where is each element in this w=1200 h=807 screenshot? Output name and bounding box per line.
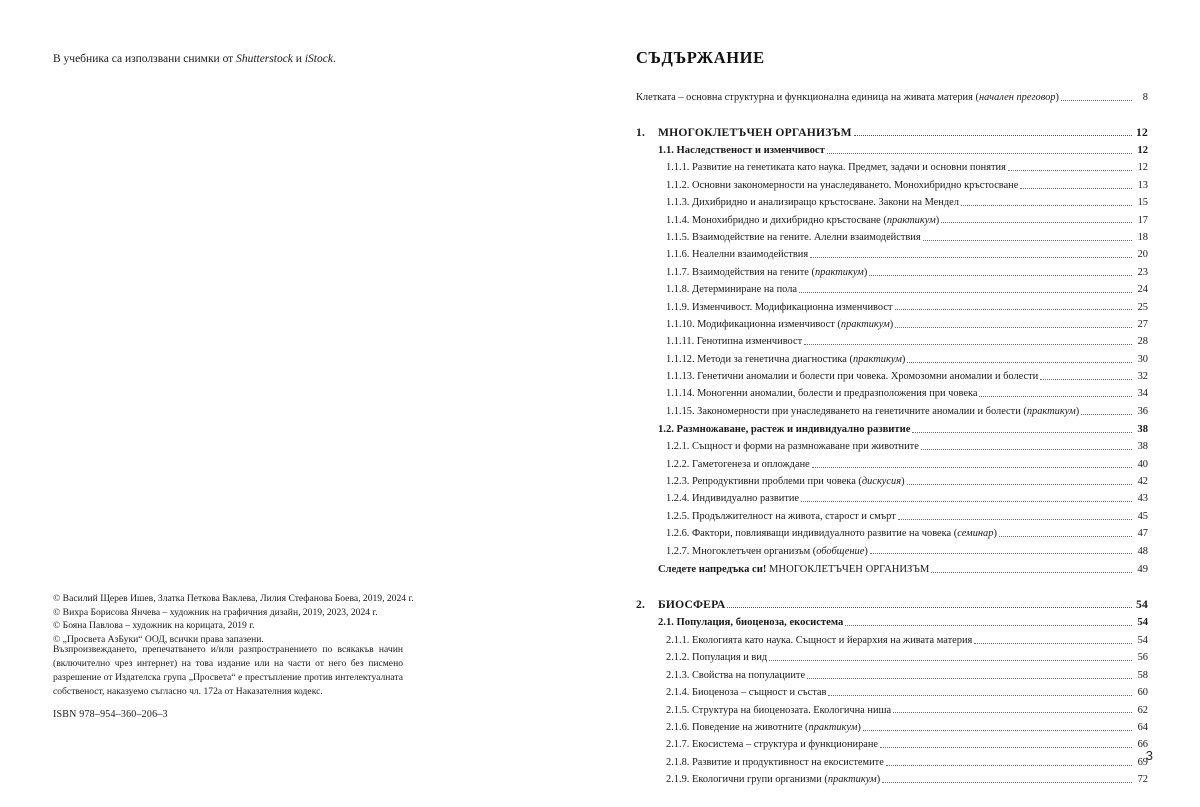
toc-entry-text-tail: ) <box>863 266 868 278</box>
toc-entry-text: 1.1.9. Изменчивост. Модификационна изменчивост <box>666 301 893 313</box>
toc-entry-label <box>666 250 808 260</box>
table-of-contents-list <box>636 86 1148 786</box>
toc-entry-label <box>666 389 977 399</box>
toc-entry-page-number: 60 <box>1137 687 1148 699</box>
toc-entry-text-tail: ) <box>864 545 868 557</box>
toc-leader-dots <box>854 134 1132 136</box>
toc-entry-page-number: 8 <box>1142 91 1148 103</box>
toc-entry-text: 2.1.1. Екологията като наука. Същност и йерархия на живата материя <box>666 634 973 646</box>
toc-entry-page-number: 64 <box>1137 721 1148 733</box>
toc-entry-item[interactable] <box>636 716 1148 733</box>
toc-entry-page-number: 15 <box>1137 197 1148 209</box>
toc-leader-dots <box>882 781 1132 783</box>
toc-entry-page-number: 66 <box>1137 739 1148 751</box>
toc-entry-annotation: практикум <box>840 318 890 330</box>
toc-entry-text: 2.1.9. Екологични групи организми ( <box>666 774 828 786</box>
toc-entry-item[interactable] <box>636 226 1148 243</box>
toc-entry-item[interactable] <box>636 470 1148 487</box>
toc-entry-text: 1.1.3. Дихибридно и анализиращо кръстосване. Закони на Мендел <box>666 197 959 209</box>
toc-entry-page-number: 58 <box>1137 669 1148 681</box>
toc-entry-item[interactable] <box>636 751 1148 768</box>
toc-entry-label <box>666 198 959 208</box>
toc-entry-label <box>666 163 1006 173</box>
copyright-line: © Василий Щерев Ишев, Златка Петкова Ваклева, Лилия Стефанова Боева, 2019, 2024 г. <box>53 593 414 604</box>
toc-entry-text-tail: ) <box>857 721 861 733</box>
toc-entry-item[interactable] <box>636 733 1148 750</box>
toc-entry-item[interactable] <box>636 629 1148 646</box>
toc-entry-item[interactable] <box>636 330 1148 347</box>
toc-entry-lead: Следете напредъка си! <box>658 564 767 576</box>
toc-leader-dots <box>769 659 1132 661</box>
toc-entry-text: 1.1.4. Монохибридно и дихибридно кръстосване ( <box>666 214 887 226</box>
toc-entry-page-number: 42 <box>1137 476 1148 488</box>
toc-entry-label <box>636 93 1059 103</box>
toc-entry-label <box>666 706 891 716</box>
toc-entry-page-number: 43 <box>1137 493 1148 505</box>
toc-entry-text: 2.1.6. Поведение на животните ( <box>666 721 809 733</box>
toc-leader-dots <box>895 326 1132 328</box>
toc-entry-page-number: 54 <box>1136 598 1148 612</box>
toc-entry-label <box>666 636 972 646</box>
toc-entry-page-number: 12 <box>1136 125 1148 139</box>
toc-entry-page-number: 48 <box>1137 545 1148 557</box>
toc-leader-dots <box>895 308 1133 310</box>
toc-leader-dots <box>801 500 1132 502</box>
toc-leader-dots <box>845 624 1132 626</box>
toc-leader-dots <box>907 483 1132 485</box>
toc-entry-label <box>636 599 725 611</box>
toc-entry-page-number: 54 <box>1137 617 1148 629</box>
photo-credit-suffix: . <box>332 53 336 65</box>
toc-entry-annotation: начален преговор <box>978 91 1056 103</box>
toc-entry-page-number: 24 <box>1137 284 1148 296</box>
toc-leader-dots <box>827 152 1132 154</box>
toc-entry-followup[interactable] <box>636 557 1148 576</box>
toc-leader-dots <box>923 239 1132 241</box>
toc-entry-page-number: 34 <box>1137 388 1148 400</box>
toc-entry-intro[interactable] <box>636 86 1148 103</box>
toc-entry-label <box>666 529 997 539</box>
toc-entry-text: 1.1.13. Генетични аномалии и болести при човека. Хромозомни аномалии и болести <box>666 371 1039 383</box>
toc-leader-dots <box>941 221 1132 223</box>
toc-entry-label <box>666 512 896 522</box>
toc-entry-text: МНОГОКЛЕТЪЧЕН ОРГАНИЗЪМ <box>658 125 852 139</box>
toc-entry-page-number: 49 <box>1137 564 1148 576</box>
toc-entry-page-number: 38 <box>1137 441 1148 453</box>
toc-leader-dots <box>807 677 1132 679</box>
toc-entry-number: 1. <box>636 125 646 139</box>
toc-entry-item[interactable] <box>636 487 1148 504</box>
toc-leader-dots <box>974 642 1132 644</box>
toc-entry-label <box>666 233 921 243</box>
toc-entry-text-tail: ) <box>935 214 940 226</box>
toc-entry-label <box>666 688 826 698</box>
toc-leader-dots <box>886 764 1132 766</box>
toc-entry-text: 2.1.8. Развитие и продуктивност на екосистемите <box>666 756 884 768</box>
toc-entry-label <box>658 565 929 576</box>
toc-leader-dots <box>912 431 1132 433</box>
toc-entry-page-number: 72 <box>1137 774 1148 786</box>
toc-entry-annotation: практикум <box>886 214 936 226</box>
toc-entry-label <box>666 723 861 733</box>
toc-entry-item[interactable] <box>636 681 1148 698</box>
right-page <box>600 0 1200 807</box>
toc-entry-annotation: практикум <box>852 353 902 365</box>
photo-credit-conjunction: и <box>292 53 305 65</box>
toc-entry-label <box>666 268 867 278</box>
toc-entry-item[interactable] <box>636 278 1148 295</box>
toc-entry-text: 1.2.4. Индивидуално развитие <box>666 493 800 505</box>
toc-leader-dots <box>812 466 1132 468</box>
toc-leader-dots <box>1061 99 1132 101</box>
toc-spacer <box>636 576 1148 592</box>
toc-entry-page-number: 12 <box>1137 162 1148 174</box>
toc-entry-label <box>666 494 799 504</box>
toc-entry-text-tail: ) <box>901 476 905 488</box>
toc-entry-label <box>666 216 939 226</box>
toc-entry-page-number: 69 <box>1137 756 1148 768</box>
isbn-line: ISBN 978–954–360–206–3 <box>53 709 168 720</box>
toc-entry-text: 2.1. Популация, биоценоза, екосистема <box>658 617 844 629</box>
toc-entry-page-number: 32 <box>1137 371 1148 383</box>
toc-leader-dots <box>863 729 1132 731</box>
toc-entry-page-number: 17 <box>1137 214 1148 226</box>
toc-entry-label <box>666 775 880 785</box>
toc-leader-dots <box>1020 187 1132 189</box>
toc-entry-text: 2.1.3. Свойства на популациите <box>666 669 806 681</box>
toc-leader-dots <box>880 746 1132 748</box>
copyright-line: © Вихра Борисова Янчева – художник на графичния дизайн, 2019, 2023, 2024 г. <box>53 606 378 618</box>
photo-credit-source-shutterstock: Shutterstock <box>236 53 293 65</box>
toc-entry-annotation: обобщение <box>816 545 865 557</box>
toc-entry-text: 1.2.3. Репродуктивни проблеми при човека ( <box>666 476 862 488</box>
toc-entry-page-number: 27 <box>1137 318 1148 330</box>
toc-entry-item[interactable] <box>636 522 1148 539</box>
toc-entry-item[interactable] <box>636 174 1148 191</box>
toc-entry-item[interactable] <box>636 365 1148 382</box>
toc-entry-item[interactable] <box>636 540 1148 557</box>
toc-entry-item[interactable] <box>636 382 1148 399</box>
toc-leader-dots <box>921 448 1132 450</box>
toc-entry-label <box>666 181 1018 191</box>
toc-leader-dots <box>907 361 1132 363</box>
toc-entry-section[interactable] <box>636 417 1148 435</box>
toc-entry-page-number: 23 <box>1137 266 1148 278</box>
copyright-line: © Бояна Павлова – художник на корицата, 2019 г. <box>53 620 255 632</box>
toc-leader-dots <box>1008 169 1132 171</box>
toc-entry-item[interactable] <box>636 191 1148 208</box>
toc-leader-dots <box>1081 413 1132 415</box>
toc-entry-label <box>658 146 825 157</box>
toc-spacer <box>636 103 1148 119</box>
toc-entry-item[interactable] <box>636 261 1148 278</box>
toc-entry-label <box>666 547 868 557</box>
toc-entry-text-tail: ) <box>901 353 906 365</box>
toc-entry-label <box>658 425 910 436</box>
toc-leader-dots <box>799 291 1132 293</box>
toc-entry-item[interactable] <box>636 699 1148 716</box>
toc-entry-text: 2.1.4. Биоценоза – същност и състав <box>666 687 827 699</box>
toc-entry-annotation: дискусия <box>861 476 902 488</box>
toc-entry-text: 1.1.5. Взаимодействие на гените. Алелни взаимодействия <box>666 231 921 243</box>
toc-entry-item[interactable] <box>636 768 1148 785</box>
toc-entry-text: 1.2.1. Същност и форми на размножаване при животните <box>666 441 919 453</box>
toc-entry-text: Клетката – основна структурна и функционална единица на живата материя ( <box>636 91 979 103</box>
toc-entry-page-number: 54 <box>1137 634 1148 646</box>
toc-entry-text: 1.1.10. Модификационна изменчивост ( <box>666 318 841 330</box>
toc-entry-text-tail: ) <box>993 528 997 540</box>
toc-entry-label <box>666 372 1038 382</box>
toc-leader-dots <box>1040 378 1132 380</box>
toc-entry-label <box>666 653 767 663</box>
copyright-line: © „Просвета АзБуки“ ООД, всички права запазени. <box>53 633 264 645</box>
toc-entry-text: 1.2.2. Гаметогенеза и оплождане <box>666 458 810 470</box>
toc-entry-label <box>666 758 884 768</box>
toc-entry-text: МНОГОКЛЕТЪЧЕН ОРГАНИЗЪМ <box>766 564 930 576</box>
toc-entry-text: 1.1.11. Генотипна изменчивост <box>666 336 803 348</box>
toc-entry-text: 1.2.5. Продължителност на живота, старост и смърт <box>666 510 896 522</box>
photo-credit-line <box>53 52 336 68</box>
toc-entry-text: 1.1.6. Неалелни взаимодействия <box>666 249 809 261</box>
toc-entry-text-tail: ) <box>889 318 894 330</box>
toc-entry-label <box>666 460 810 470</box>
toc-entry-text: 1.1.15. Закономерности при унаследяването на генетичните аномалии и болести ( <box>666 405 1027 417</box>
toc-entry-label <box>666 442 919 452</box>
toc-leader-dots <box>931 571 1132 573</box>
toc-entry-text: 1.1.8. Детерминиране на пола <box>666 284 798 296</box>
toc-entry-text: 1.2. Размножаване, растеж и индивидуално развитие <box>658 423 911 435</box>
toc-entry-annotation: практикум <box>1026 405 1076 417</box>
toc-entry-item[interactable] <box>636 435 1148 452</box>
toc-leader-dots <box>999 535 1132 537</box>
toc-entry-label <box>658 618 843 629</box>
toc-entry-text: 2.1.7. Екосистема – структура и функциониране <box>666 739 879 751</box>
toc-leader-dots <box>828 694 1132 696</box>
table-of-contents-heading: СЪДЪРЖАНИЕ <box>636 48 765 67</box>
toc-entry-page-number: 38 <box>1137 423 1148 435</box>
toc-entry-item[interactable] <box>636 296 1148 313</box>
toc-leader-dots <box>869 274 1132 276</box>
toc-leader-dots <box>810 256 1132 258</box>
toc-entry-label <box>666 477 905 487</box>
toc-entry-item[interactable] <box>636 646 1148 663</box>
toc-entry-page-number: 36 <box>1137 405 1148 417</box>
toc-leader-dots <box>893 711 1132 713</box>
toc-entry-section[interactable] <box>636 138 1148 156</box>
toc-entry-page-number: 28 <box>1137 336 1148 348</box>
toc-entry-text: 1.1.14. Моногенни аномалии, болести и предразположения при човека <box>666 388 978 400</box>
toc-entry-page-number: 25 <box>1137 301 1148 313</box>
toc-entry-page-number: 20 <box>1137 249 1148 261</box>
toc-entry-text: 1.1.12. Методи за генетична диагностика ( <box>666 353 853 365</box>
toc-entry-text: БИОСФЕРА <box>658 598 726 612</box>
toc-entry-annotation: семинар <box>957 528 994 540</box>
toc-entry-text: 1.1. Наследственост и изменчивост <box>658 144 825 156</box>
toc-entry-text-tail: ) <box>1075 405 1080 417</box>
toc-entry-text: 2.1.2. Популация и вид <box>666 652 768 664</box>
toc-entry-page-number: 18 <box>1137 231 1148 243</box>
toc-entry-chapter[interactable] <box>636 592 1148 611</box>
copyright-block <box>53 592 453 646</box>
toc-entry-text-tail: ) <box>1055 91 1059 103</box>
toc-entry-item[interactable] <box>636 156 1148 173</box>
toc-entry-label <box>666 671 805 681</box>
toc-leader-dots <box>870 552 1132 554</box>
toc-entry-text: 2.1.5. Структура на биоценозата. Екологична ниша <box>666 704 892 716</box>
toc-entry-label <box>666 303 893 313</box>
toc-entry-number: 2. <box>636 598 646 612</box>
toc-entry-label <box>666 320 893 330</box>
toc-entry-text: 1.2.6. Фактори, повлияващи индивидуалното развитие на човека ( <box>666 528 958 540</box>
toc-entry-item[interactable] <box>636 348 1148 365</box>
page-number-folio: 3 <box>1145 748 1153 763</box>
toc-entry-item[interactable] <box>636 313 1148 330</box>
toc-entry-page-number: 30 <box>1137 353 1148 365</box>
toc-entry-page-number: 13 <box>1137 179 1148 191</box>
toc-leader-dots <box>727 606 1132 608</box>
toc-entry-page-number: 47 <box>1137 528 1148 540</box>
toc-entry-chapter[interactable] <box>636 119 1148 138</box>
toc-entry-label <box>666 337 802 347</box>
toc-entry-text: 1.2.7. Многоклетъчен организъм ( <box>666 545 817 557</box>
toc-leader-dots <box>804 343 1132 345</box>
toc-entry-annotation: практикум <box>808 721 858 733</box>
toc-entry-text-tail: ) <box>876 774 881 786</box>
photo-credit-prefix: В учебника са използвани снимки от <box>53 53 237 65</box>
toc-entry-page-number: 12 <box>1137 144 1148 156</box>
toc-entry-item[interactable] <box>636 453 1148 470</box>
toc-entry-page-number: 45 <box>1137 510 1148 522</box>
toc-entry-label <box>666 740 878 750</box>
toc-entry-label <box>636 127 852 139</box>
toc-entry-text: 1.1.7. Взаимодействия на гените ( <box>666 266 815 278</box>
photo-credit-source-istock: iStock <box>304 53 333 65</box>
toc-leader-dots <box>898 518 1132 520</box>
toc-entry-page-number: 62 <box>1137 704 1148 716</box>
toc-entry-item[interactable] <box>636 209 1148 226</box>
toc-entry-text: 1.1.2. Основни закономерности на унаследяването. Монохибридно кръстосване <box>666 179 1019 191</box>
legal-notice-text: Възпроизвеждането, препечатването и/или разпространението по всякакъв начин (включително чрез интернет) на това издание или на части от него без писмено разрешение от Издателска група „Просвета“ е престъпление против интелектуалната собственост, наказуемо съгласно чл. 172а от Наказателния кодекс. <box>53 644 403 697</box>
toc-entry-label <box>666 407 1079 417</box>
toc-entry-page-number: 40 <box>1137 458 1148 470</box>
toc-entry-annotation: практикум <box>814 266 864 278</box>
toc-entry-annotation: практикум <box>827 774 877 786</box>
toc-entry-section[interactable] <box>636 611 1148 629</box>
toc-entry-item[interactable] <box>636 505 1148 522</box>
toc-entry-item[interactable] <box>636 664 1148 681</box>
toc-entry-item[interactable] <box>636 400 1148 417</box>
toc-entry-page-number: 56 <box>1137 652 1148 664</box>
toc-leader-dots <box>961 204 1132 206</box>
toc-leader-dots <box>979 395 1132 397</box>
toc-entry-text: 1.1.1. Развитие на генетиката като наука. Предмет, задачи и основни понятия <box>666 162 1006 174</box>
toc-entry-label <box>666 355 905 365</box>
toc-entry-item[interactable] <box>636 243 1148 260</box>
toc-entry-label <box>666 285 797 295</box>
